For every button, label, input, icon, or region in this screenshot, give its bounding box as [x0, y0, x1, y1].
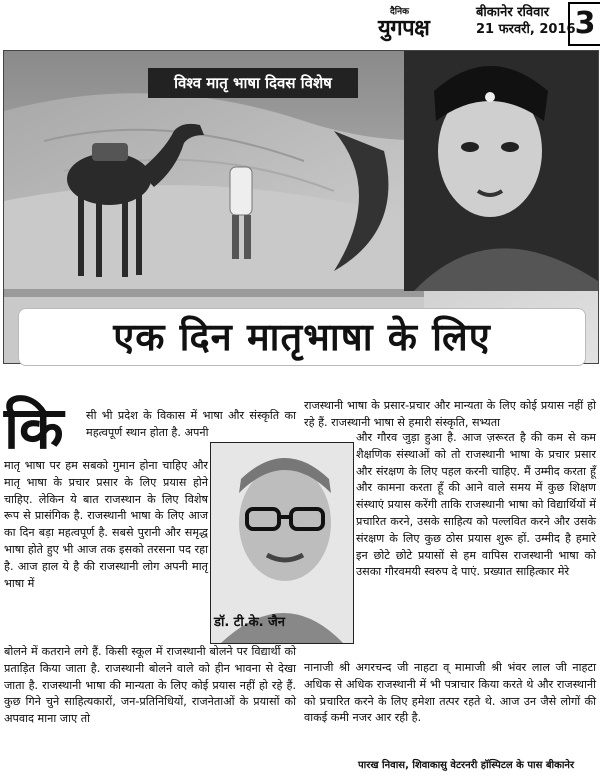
page-number: 3	[568, 2, 600, 46]
issue-date: 21 फरवरी, 2016	[476, 22, 576, 37]
article-column-2-bottom-text: नानाजी श्री अगरचन्द जी नाहटा व् मामाजी श्री भंवर लाल जी नाहटा अधिक से अधिक राजस्थानी में भी पत्राचार किया करते थे और राजस्थानी को प्रचारित करने के लिए हमेशा तत्पर रहते थे. आज उन जैसे लोगों की वाकई कमी नजर आर रही है.	[304, 661, 596, 725]
article-column-2-text: और गौरव जुड़ा हुआ है. आज ज़रूरत है की कम से कम शैक्षणिक संस्थाओं को तो राजस्थानी भाषा के प्रचार प्रसार और संरक्षण के लिए पहल करनी चाहिए. मैं उम्मीद करता हूँ और कामना करता हूँ की आने वाले समय में कुछ शिक्षण संस्थाएं प्रयास करेंगी ताकि राजस्थानी भाषा को विद्यार्थियों में प्रचारित करने, उसके साहित्य को पल्लवित करने और उसके संरक्षण के लिए कुछ ठोस प्रयास शुरू हों. उम्मीद है हमारे इन छोटे छोटे प्रयासों से हम वापिस राजस्थानी भाषा को उसका गौरवमयी स्वरुप दे पाएं. प्रख्यात साहित्कार मेरे	[356, 431, 596, 579]
page-headline: एक दिन मातृभाषा के लिए	[18, 308, 586, 366]
place-day: बीकानेर रविवार	[476, 5, 550, 20]
article-column-2-top-text: राजस्थानी भाषा के प्रसार-प्रचार और मान्यता के लिए कोई प्रयास नहीं हो रहे हैं. राजस्थानी भाषा से हमारी संस्कृति, सभ्यता	[304, 399, 596, 429]
article-intro	[86, 408, 296, 442]
masthead	[0, 0, 600, 48]
article-column-2	[356, 430, 596, 581]
woman-portrait	[404, 51, 598, 291]
logo-text: युगपक्ष	[378, 15, 430, 41]
author-address: पारख निवास, शिवाकासु वेटरनरी हॉस्पिटल के पास बीकानेर	[358, 760, 575, 771]
article-column-1-text: मातृ भाषा पर हम सबको गुमान होना चाहिए और मातृ भाषा के प्रचार प्रसार के लिए प्रयास होने चाहिए. लेकिन ये बात राजस्थान के लिए विशेष रूप से प्रासंगिक है. राजस्थानी भाषा के लिए आज का दिन बड़ा महत्वपूर्ण है. सबसे पुरानी और समृद्ध भाषा होते हुए भी आज तक इसको तरसना पद रहा है. आज हाल ये है की राजस्थानी लोग अपनी मातृ भाषा में	[4, 459, 208, 590]
drop-cap: कि	[4, 394, 64, 462]
newspaper-logo	[378, 4, 470, 42]
article-column-1-bottom	[4, 644, 296, 728]
dateline	[476, 4, 576, 38]
article-column-2-top	[304, 398, 596, 432]
author-caption: डॉ. टी.के. जैन	[214, 615, 285, 630]
article-intro-text: सी भी प्रदेश के विकास में भाषा और संस्कृति का महत्वपूर्ण स्थान होता है. अपनी	[86, 409, 296, 439]
article-column-1-bottom-text: बोलने में कतराने लगे हैं. किसी स्कूल में राजस्थानी बोलने पर विद्यार्थी को प्रताड़ित किया जाता है. राजस्थानी बोलने वाले को हीन भावना से देखा जाता है. राजस्थानी भाषा की मान्यता के लिए कोई प्रयास नहीं हो रहे हैं. कुछ गिने चुने साहित्यकारों, जन-प्रतिनिधियों, राजनेताओं के प्रयासों को अपवाद माना जाए तो	[4, 645, 296, 726]
logo-small-text: दैनिक	[390, 7, 410, 17]
article-column-2-bottom	[304, 660, 596, 727]
article-column-1	[4, 458, 208, 592]
feature-kicker: विश्व मातृ भाषा दिवस विशेष	[148, 68, 358, 98]
